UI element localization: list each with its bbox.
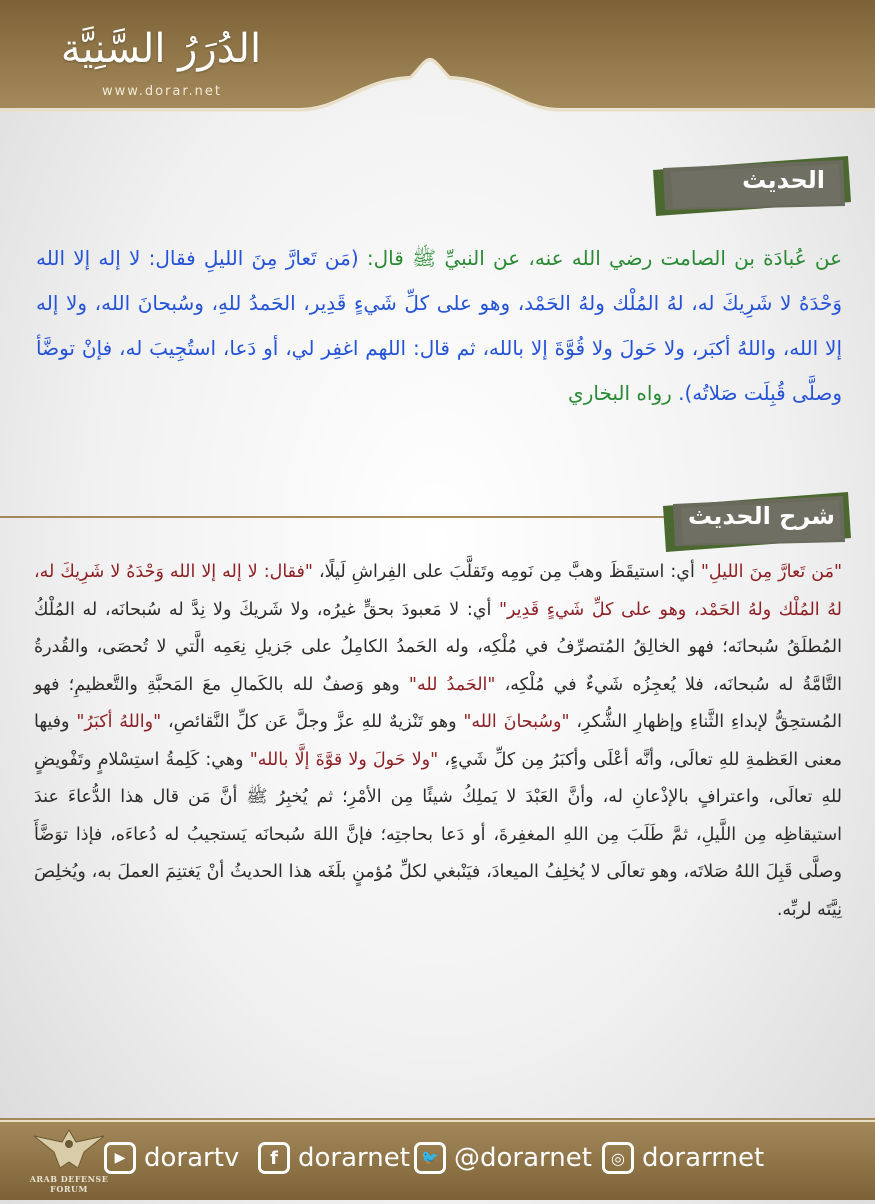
explanation-segment: وهو تَنْزيهٌ للهِ عزَّ وجلَّ عَن كلِّ النَّقائصِ، xyxy=(161,712,464,732)
explanation-segment: أي: استيقَظَ وهبَّ مِن نَومِه وتَقلَّبَ على الفِراشِ لَيلًا، xyxy=(312,562,701,582)
social-handle: dorarrnet xyxy=(642,1143,765,1173)
section-divider xyxy=(0,516,675,518)
hadith-section-header xyxy=(653,156,863,212)
quoted-phrase: "وسُبحانَ الله" xyxy=(463,712,570,732)
social-youtube[interactable] xyxy=(104,1138,239,1178)
quoted-phrase: "فقال: لا إله إلا الله وَحْدَهُ لا شَرِيكَ له، لهُ المُلْك ولهُ الحَمْد، وهو على كلِّ شَيءٍ قَدِير" xyxy=(34,562,842,620)
watermark-text: ARAB DEFENSE FORUM xyxy=(29,1174,109,1194)
social-facebook[interactable] xyxy=(258,1138,410,1178)
hadith-text xyxy=(36,236,842,416)
header-background xyxy=(0,0,875,150)
explanation-segment: وهو وَصفٌ لله بالكَمالِ معَ المَحبَّةِ والتَّعظيمِ؛ فهو المُستحِقُّ لإبداءِ الثَّناءِ وإظهارِ الشُّكرِ، xyxy=(34,674,842,732)
sharh-section-header xyxy=(663,492,863,548)
header-banner xyxy=(0,0,875,150)
social-handle: dorarnet xyxy=(298,1143,410,1173)
quoted-phrase: "الحَمدُ لله" xyxy=(408,674,496,695)
twitter-icon: 🐦 xyxy=(414,1142,446,1174)
sharh-text xyxy=(34,554,842,929)
explanation-segment: وفيها معنى العَظمةِ للهِ تعالَى، وأنَّه أعْلَى وأكبَرُ مِن كلِّ شَيءٍ، xyxy=(34,712,842,770)
hadith-body: (مَن تَعارَّ مِنَ الليلِ فقال: لا إله إلا الله وَحْدَهُ لا شَرِيكَ له، لهُ المُلْك ولهُ الحَمْد، وهو على كلِّ شَيءٍ قَدِير، الحَمدُ للهِ، وسُبحانَ الله، ولا إله إلا الله، واللهُ أكبَر، ولا حَولَ ولا قُوَّةَ إلا بالله، ثم قال: اللهم اغفِر لي، أو دَعا، استُجِيبَ له، فإنْ توضَّأ وصلَّى قُبِلَت صَلاتُه). xyxy=(36,246,842,405)
explanation-segment: أي: لا مَعبودَ بحقٍّ غيرُه، ولا شَريكَ ولا نِدَّ له سُبحانَه، له المُلْكُ المُطلَقُ سُبحانَه؛ فهو الخالِقُ المُتصرِّفُ في مُلْكِه، وله الحَمدُ الكامِلُ على جَزيلِ نِعَمِه الَّتي لا تُحصَى، والقُدرةُ التَّامَّةُ له سُبحانَه، فلا يُعجِزُه شَيءٌ في مُلْكِه، xyxy=(34,599,842,695)
facebook-icon: f xyxy=(258,1142,290,1174)
section-title: الحديث xyxy=(742,166,825,194)
quoted-phrase: "واللهُ أكبَرُ" xyxy=(76,712,162,732)
site-url[interactable]: www.dorar.net xyxy=(102,84,222,99)
social-twitter[interactable] xyxy=(414,1138,592,1178)
quoted-phrase: "مَن تَعارَّ مِنَ الليلِ" xyxy=(700,562,843,582)
social-handle: @dorarnet xyxy=(454,1143,592,1173)
hadith-intro: عن عُبادَة بن الصامت رضي الله عنه، عن النبيِّ ﷺ قال: xyxy=(358,246,843,270)
social-instagram[interactable] xyxy=(602,1138,764,1178)
explanation-segment: وهي: كَلِمةُ استِسْلامٍ وتَفْويضٍ للهِ تعالَى، واعترافٍ بالإذْعانِ له، وأنَّ العَبْدَ لا يَملِكُ شيئًا مِن الأمْرِ؛ ثم يُخبِرُ ﷺ أنَّ مَن قال هذا الدُّعاءَ عندَ استيقاظِه مِن اللَّيلِ، ثمَّ طَلَبَ مِن اللهِ المغفِرةَ، أو دَعا بحاجتِه؛ فإنَّ اللهَ سُبحانَه يَستجيبُ له دُعاءَه، فإذا توَضَّأَ وصلَّى قَبِلَ اللهُ صَلاتَه، وهو تعالَى لا يُخلِفُ الميعادَ، فيَنْبغي لكلِّ مُؤمنٍ بلَغَه هذا الحديثُ أنْ يَغتنِمَ العملَ به، ويُخلِصَ نِيَّتَه لربِّه. xyxy=(34,749,842,920)
social-handle: dorartv xyxy=(144,1143,240,1173)
quoted-phrase: "ولا حَولَ ولا قوَّةَ إلَّا بالله" xyxy=(249,749,439,770)
instagram-icon: ◎ xyxy=(602,1142,634,1174)
section-title: شرح الحديث xyxy=(688,502,835,530)
site-logo[interactable]: الدُرَرُ السَّنِيَّة xyxy=(60,26,262,72)
hadith-source: رواه البخاري xyxy=(568,381,679,405)
youtube-icon: ▶ xyxy=(104,1142,136,1174)
